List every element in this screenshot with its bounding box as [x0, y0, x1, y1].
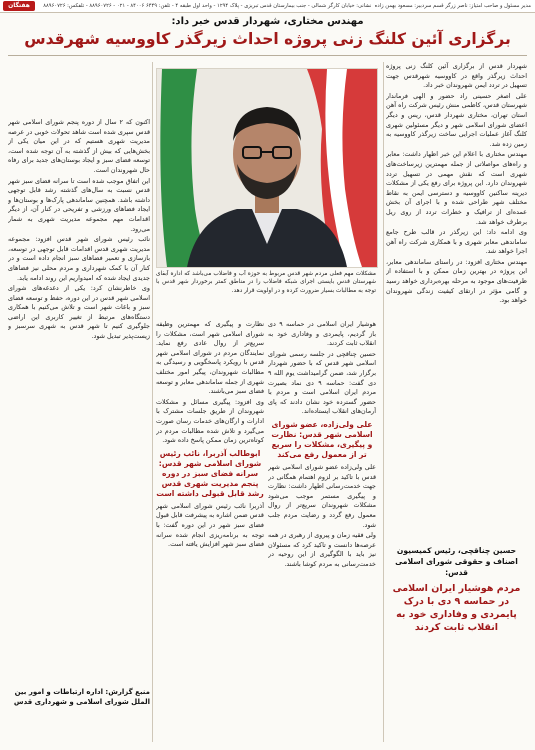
- column-divider: [152, 62, 153, 742]
- column-divider: [383, 62, 384, 742]
- mayor-portrait-photo: [156, 68, 378, 268]
- portrait-illustration: [157, 69, 377, 267]
- article-supertitle: مهندس مختاری، شهردار قدس خبر داد:: [171, 16, 364, 27]
- paragraph: این اتفاق موجب شده است تا سرانه فضای سبز شهر قدس نسبت به سال‌های گذشته رشد قابل توجهی داشته باشد. همچنین ساماندهی پارک‌ها و بوستان‌ها و ایجاد فضاهای ورزشی و تفریحی در کنار آن، از دیگر اقدامات مهم مجموعه مدیریت شهری به شمار می‌رود.: [8, 176, 150, 233]
- paragraph: اکنون که ۲ سال از دوره پنجم شورای اسلامی شهر قدس سپری شده است شاهد تحولات خوبی در عرصه مدیریت شهری هستیم که در این میان یکی از بخش‌هایی که بیش از گذشته به آن توجه شده است، توسعه فضای سبز و ایجاد بوستان‌های جدید برای رفاه حال شهروندان است.: [8, 118, 150, 174]
- paragraph: آذربرا نائب رئیس شورای اسلامی شهر قدس ضمن اشاره به پیشرفت قابل قبول فضای سبز شهر در این دوره گفت: با توجه به برنامه‌ریزی انجام شده سرانه فضای سبز شهر افزایش یافته است.: [156, 501, 264, 549]
- article-column-right: [386, 62, 527, 540]
- paragraph: وی افزود: پیگیری مسائل و مشکلات شهروندان از طریق جلسات مشترک با ادارات و ارگان‌های خدمات رسان صورت می‌گیرد و تلاش شده مطالبات مردم در کوتاه‌ترین زمان ممکن پاسخ داده شود.: [156, 397, 264, 445]
- paragraph: وی ادامه داد: این زیرگذر در قالب طرح جامع ساماندهی معابر شهری و با همکاری شرکت راه آهن اجرا خواهد شد.: [386, 228, 527, 256]
- highlight-quote-box: [386, 545, 527, 743]
- paragraph: علی اصغر حسینی راد حضور و الهی فرماندار شهرستان قدس، کاظمی منش رئیس شرکت راه آهن استان تهران، مختاری شهردار قدس، ریس و دیگر اعضای شورای اسلامی شهر و دیگر مسئولین شهری کلنگ آغاز عملیات اجرایی ساخت زیرگذر کاووسیه به زمین زده شد.: [386, 91, 527, 148]
- quote-speaker: حسین چناقچی، رئیس کمیسیون اصناف و حقوقی شورای اسلامی قدس:: [395, 546, 518, 577]
- paragraph: وی خاطرنشان کرد: یکی از دغدغه‌های شورای اسلامی شهر قدس در این دوره، حفظ و توسعه فضای سبز و باغات شهر است و تلاش می‌کنیم با همکاری دستگاه‌های مرتبط از تغییر کاربری این اراضی جلوگیری کنیم تا شهر قدس به شهری سرسبز و زیست‌پذیر تبدیل شود.: [8, 284, 150, 341]
- masthead-meta: مدیر مسئول و صاحب امتیاز: ناصر زرگر قسم سردبیر: مسعود بهمن زاده ‌ نشانی: خیابان کارگر شمالی - جنب بیمارستان قدس تبریزی - پلاک ۱۲۹۴ - واحد اول طبقه ۴ - تلفن: ۶۴۴۹ ۸۴۰۰۶ - ۰۲۱ - ۸۸۹۶۰۷۲۶ - تلفکس: ۸۸۹۶۰۷۲۶: [43, 3, 531, 9]
- paragraph: مهندس مختاری افزود: در راستای ساماندهی معابر، این پروژه در بهترین زمان ممکن و با استفاده از ظرفیت‌های موجود به مرحله بهره‌برداری خواهد رسید و گامی مؤثر در ارتقای کیفیت زندگی شهروندان خواهد بود.: [386, 257, 527, 305]
- paragraph: ولی فقیه زمان و پیروی از رهبری در همه عرصه‌ها دانست و تاکید کرد که مسئولان نیز باید با الگوگیری از این روحیه در خدمت‌رسانی به مردم کوشا باشند.: [268, 531, 376, 568]
- masthead-bar: [0, 0, 535, 13]
- paragraph: علی ولی‌زاده عضو شورای اسلامی شهر قدس با تاکید بر لزوم اهتمام همگانی در جهت خدمت‌رسانی اظهار داشت: نظارت و پیگیری مستمر موجب می‌شود مشکلات شهروندان سریع‌تر از روال معمول رفع گردد و رضایت مردم جلب شود.: [268, 462, 376, 529]
- photo-caption: مشکلات مهم فعلی مردم شهر قدس مربوط به حوزه آب و فاضلاب می‌باشد که اداره آبفای شهرستان قدس بایستی اجرای شبکه فاضلاب را در مناطق کمتر برخوردار شهر قدس با توجه به مطالبات بسیار ضرورت کرده و در اولویت قرار دهد.: [156, 271, 376, 294]
- subsection-heading: علی ولی‌زاده، عضو شورای اسلامی شهر قدس: نظارت و پیگیری، مشکلات را سریع تر از معمول رفع می‌کند: [271, 419, 373, 459]
- article-column-middle-right: [268, 320, 376, 740]
- quote-text: مردم هوشیار ایران اسلامی در حماسه ۹ دی با درک پایمردی و وفاداری خود به انقلاب ثابت کردند: [392, 583, 521, 633]
- paragraph: مهندس مختاری با اعلام این خبر اظهار داشت: معابر و راه‌های مواصلاتی از جمله مهمترین زیرساخت‌های شهری است که نقش مهمی در تسهیل تردد شهروندان دارد. این پروژه برای رفع یکی از مشکلات دیرینه ساکنین کاووسیه و دسترسی ایمن به نقاط مختلف شهر طراحی شده و با اجرای آن بخش عمده‌ای از ترافیک و خطرات تردد از روی ریل برطرف خواهد شد.: [386, 150, 527, 226]
- publication-logo: هفتگان: [3, 1, 35, 11]
- article-title: برگزاری آئین کلنگ زنی پروژه احداث زیرگذر کاووسیه شهرقدس: [24, 30, 511, 48]
- paragraph: نظارت و پیگیری که مهمترین وظیفه شورای اسلامی شهر است، مشکلات را سریع‌تر از روال عادی رفع نماید. نمایندگان مردم در شورای اسلامی شهر قدس با رویکرد پاسخگویی و رسیدگی به مطالبات شهروندان، پیگیر امور مختلف شهری از جمله ساماندهی معابر و توسعه فضای سبز می‌باشند.: [156, 320, 264, 396]
- article-column-left: [8, 118, 150, 684]
- report-source-heading: منبع گزارش: اداره ارتباطات و امور بین الملل شورای اسلامی و شهرداری قدس: [13, 688, 150, 706]
- paragraph: هوشیار ایران اسلامی در حماسه ۹ دی باز گردیم، پایمردی و وفاداری خود به انقلاب ثابت کردند.: [268, 320, 376, 348]
- paragraph: شهردار قدس از برگزاری آئین کلنگ زنی پروژه احداث زیرگذر واقع در کاووسیه شهرقدس جهت تسهیل در تردد ایمن شهروندان خبر داد.: [386, 62, 527, 90]
- paragraph: نائب رئیس شورای شهر قدس افزود: مجموعه مدیریت شهری قدس اقدامات قابل توجهی در توسعه، بازسازی و تعمیر فضاهای سبز انجام داده است و در کنار آن با کمک شهرداری و مردم محلی نیز فضاهای جدیدی ایجاد شده که امیدواریم این روند ادامه یابد.: [8, 235, 150, 282]
- title-divider: [8, 55, 527, 56]
- paragraph: حسین چناقچی در جلسه رسمی شورای اسلامی شهر قدس که با حضور شهردار برگزار شد، ضمن گرامیداشت یوم الله ۹ دی گفت: حماسه ۹ دی نماد بصیرت مردم ایران اسلامی است و مردم با حضور گسترده خود نشان دادند که پای آرمان‌های انقلاب ایستاده‌اند.: [268, 349, 376, 416]
- article-column-middle-left: [156, 320, 264, 740]
- subsection-heading: ابوطالب آذربرا، نائب رئیس شورای اسلامی شهر قدس: سرانه فضای سبز در دوره پنجم مدیریت شهری قدس رشد قابل قبولی داشته است: [156, 448, 264, 498]
